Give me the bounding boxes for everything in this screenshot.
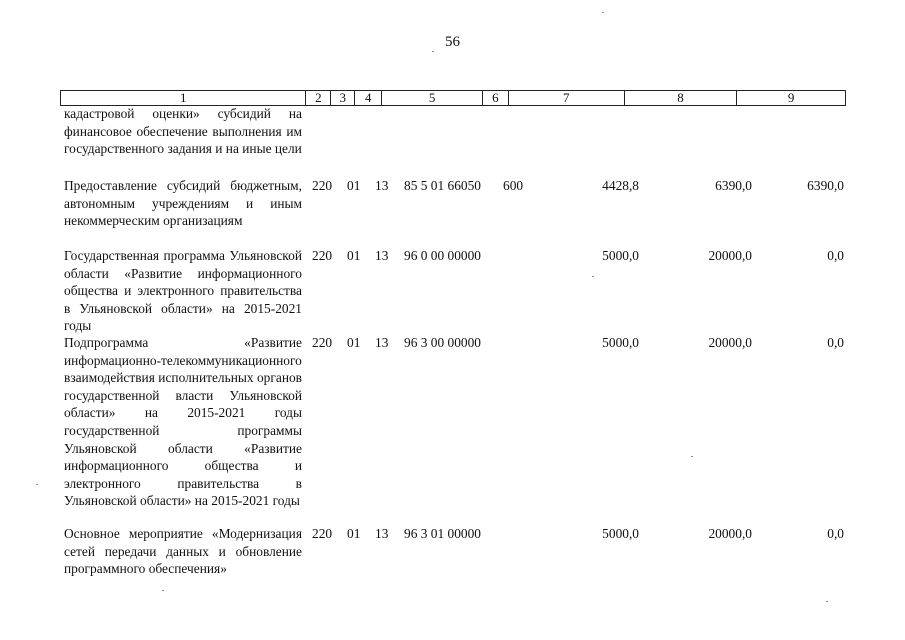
scan-speck (826, 601, 828, 602)
row-description: Государственная программа Ульяновской области «Развитие информационного общества и электронного правительства в Ульяновской области» на 2015-2021 годы (64, 248, 302, 334)
header-col-4: 4 (355, 91, 382, 105)
row-subsection: 13 (375, 178, 389, 193)
row-subsection: 13 (375, 526, 389, 541)
header-col-7: 7 (509, 91, 625, 105)
row-section: 01 (347, 335, 361, 350)
row-description: Основное мероприятие «Модернизация сетей передачи данных и обновление программного обеспечения» (64, 526, 302, 577)
row-amount-col-9: 0,0 (827, 248, 844, 263)
row-target-article: 85 5 01 66050 (404, 178, 481, 193)
row-amount-col-8: 20000,0 (708, 335, 752, 350)
row-amount-col-8: 20000,0 (708, 248, 752, 263)
header-col-6: 6 (483, 91, 509, 105)
row-admin-code: 220 (312, 178, 333, 193)
scan-speck (432, 51, 434, 52)
row-description: Предоставление субсидий бюджетным, автономным учреждениям и иным некоммерческим организациям (64, 178, 302, 229)
row-amount-col-7: 5000,0 (602, 335, 639, 350)
row-target-article: 96 3 01 00000 (404, 526, 481, 541)
header-col-3: 3 (331, 91, 355, 105)
header-col-1: 1 (61, 91, 306, 105)
row-section: 01 (347, 248, 361, 263)
row-section: 01 (347, 178, 361, 193)
row-amount-col-9: 0,0 (827, 335, 844, 350)
row-amount-col-9: 0,0 (827, 526, 844, 541)
row-admin-code: 220 (312, 248, 333, 263)
row-amount-col-8: 20000,0 (708, 526, 752, 541)
header-col-8: 8 (625, 91, 738, 105)
row-subsection: 13 (375, 335, 389, 350)
page-number: 56 (445, 34, 460, 50)
row-section: 01 (347, 526, 361, 541)
row-amount-col-9: 6390,0 (807, 178, 844, 193)
row-expense-type: 600 (503, 178, 524, 193)
scan-speck (36, 484, 38, 485)
row-admin-code: 220 (312, 335, 333, 350)
table-header-row (60, 90, 846, 106)
header-col-9: 9 (787, 90, 795, 105)
row-admin-code: 220 (312, 526, 333, 541)
scan-speck (592, 276, 594, 277)
row-target-article: 96 0 00 00000 (404, 248, 481, 263)
row-description: Подпрограмма «Развитие информационно-телекоммуникационного взаимодействия исполнительных органов государственной власти Ульяновской области» на 2015-2021 годы государственной программы Ульяновской области «Развитие информационного общества и электронного правительства в Ульяновской области» на 2015-2021 годы (64, 335, 302, 509)
header-col-2: 2 (306, 91, 331, 105)
scan-speck (602, 12, 604, 13)
row-subsection: 13 (375, 248, 389, 263)
header-col-5: 5 (382, 91, 483, 105)
row-amount-col-7: 5000,0 (602, 526, 639, 541)
row-amount-col-7: 4428,8 (602, 178, 639, 193)
row-description: кадастровой оценки» субсидий на финансовое обеспечение выполнения им государственного задания и на иные цели (64, 106, 302, 157)
scan-speck (691, 456, 693, 457)
row-amount-col-8: 6390,0 (715, 178, 752, 193)
row-amount-col-7: 5000,0 (602, 248, 639, 263)
scan-speck (162, 590, 164, 591)
row-target-article: 96 3 00 00000 (404, 335, 481, 350)
